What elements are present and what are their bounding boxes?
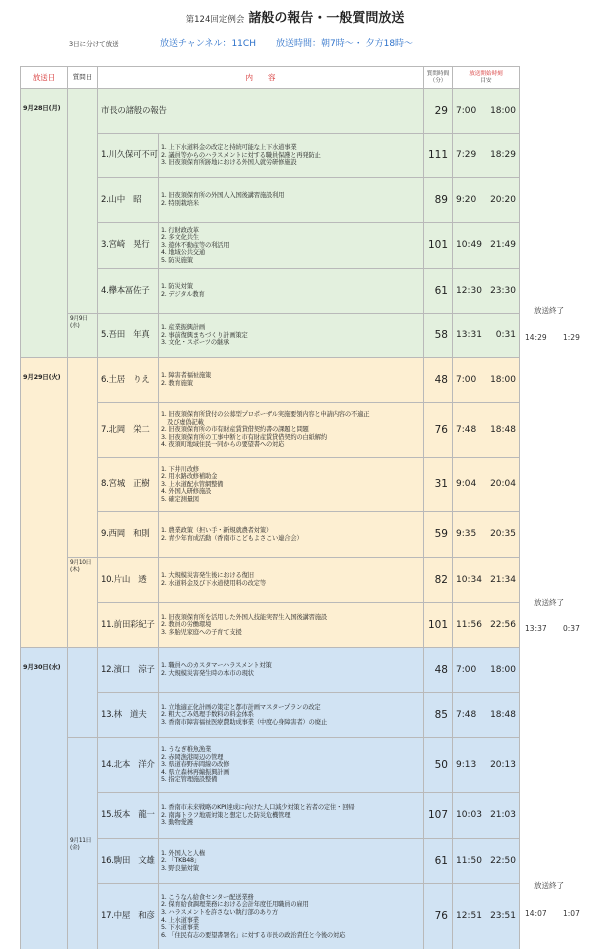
start-times [453, 458, 520, 512]
topic: 5. 下水道事業 [161, 924, 199, 932]
duration: 29 [424, 89, 453, 134]
header-start [453, 67, 520, 89]
start-pm: 20:04 [490, 479, 516, 490]
start-pm: 18:00 [490, 374, 516, 385]
topic: 4. 地域公共交通 [161, 249, 205, 257]
start-times [453, 793, 520, 839]
topic: 1. うなぎ稚魚漁業 [161, 746, 212, 754]
topic: 3. 文化・スポーツの継承 [161, 339, 230, 347]
table-row [21, 558, 520, 603]
topic: 1. 立地適正化計画の策定と都市計画マスタープランの改定 [161, 703, 321, 711]
start-am: 10:49 [456, 240, 482, 251]
broadcast-end-am: 13:37 [525, 624, 547, 633]
time-info: 放送時間：朝7時～・ 夕方18時～ [276, 39, 414, 49]
start-times [453, 738, 520, 793]
member-name: 4.欅本冨佐子 [98, 269, 159, 314]
question-topics [159, 558, 424, 603]
start-am: 11:50 [456, 855, 482, 866]
question-topics [159, 458, 424, 512]
start-pm: 20:20 [490, 194, 516, 205]
broadcast-info [0, 36, 590, 50]
start-times [453, 403, 520, 458]
duration: 50 [424, 738, 453, 793]
member-name: 16.駒田 文雄 [98, 839, 159, 884]
document-title [0, 7, 590, 26]
duration: 58 [424, 314, 453, 358]
table-row [21, 314, 520, 358]
duration: 48 [424, 358, 453, 403]
topic: 3. 旧夜須保育所跡地における外国人就労研修施設 [161, 159, 297, 167]
topic: 2. 多文化共生 [161, 234, 199, 242]
start-pm: 18:29 [490, 150, 516, 161]
topic: 1. 上下水道料金の改定と持続可能な上下水道事業 [161, 144, 297, 152]
start-am: 7:29 [456, 150, 477, 161]
topic: 2. 「TKB48」 [161, 857, 200, 865]
start-times [453, 314, 520, 358]
topic: 1. 行財政改革 [161, 226, 199, 234]
topic: 3. 上水道配水管網整備 [161, 480, 224, 488]
member-name: 9.西岡 和則 [98, 512, 159, 558]
duration: 76 [424, 403, 453, 458]
duration: 89 [424, 178, 453, 223]
start-am: 11:56 [456, 619, 482, 630]
start-am: 12:30 [456, 285, 482, 296]
topic: 4. 上水道事業 [161, 916, 199, 924]
topic: 3. 旧夜須保育所の工事中断と市有財産賃貸借契約の白紙解約 [161, 433, 327, 441]
question-date: 9月11日(金) [68, 738, 98, 949]
topic: 2. 教育施策 [161, 380, 193, 387]
topic: 2. 大規模災害発生時の本市の現状 [161, 670, 254, 677]
topic: 3. 野良猫対策 [161, 864, 199, 872]
topic: 1. 旧夜須保育所貸付の公募型プロポーザル実施要領内容と申請内容の不適正 [161, 411, 370, 419]
start-pm: 20:35 [490, 529, 516, 540]
duration: 111 [424, 134, 453, 178]
broadcast-end-pm: 1:07 [563, 909, 580, 918]
topic: 3. 県道春野赤岡線の改修 [161, 761, 230, 769]
header-date: 放送日 [21, 67, 68, 89]
broadcast-date: 9月29日(火) [21, 358, 68, 648]
question-topics [159, 358, 424, 403]
report-title: 市長の諸般の報告 [98, 89, 424, 134]
duration: 61 [424, 839, 453, 884]
topic: 1. 障害者福祉施策 [161, 372, 212, 380]
topic: 1. 旧夜須保育所を活用した外国人技能実習生入国後講習施設 [161, 613, 327, 621]
topic: 4. 外国人研修施設 [161, 488, 212, 496]
member-name: 14.北本 洋介 [98, 738, 159, 793]
duration: 48 [424, 648, 453, 693]
question-date [68, 358, 98, 558]
start-am: 9:13 [456, 759, 477, 770]
start-times [453, 358, 520, 403]
question-topics [159, 223, 424, 269]
start-times [453, 89, 520, 134]
member-name: 6.土居 りえ [98, 358, 159, 403]
topic: 1. 防災対策 [161, 283, 193, 291]
broadcast-end-label: 放送終了 [534, 598, 564, 607]
start-am: 7:00 [456, 105, 477, 116]
topic: 1. 農業政策（担い手・新規就農者対策） [161, 526, 273, 534]
start-am: 7:48 [456, 424, 477, 435]
start-pm: 18:48 [490, 424, 516, 435]
schedule-table [20, 66, 520, 949]
start-times [453, 223, 520, 269]
start-times [453, 648, 520, 693]
start-am: 9:20 [456, 194, 477, 205]
topic: 1. 産業振興計画 [161, 324, 205, 332]
topic: 6. 「住民有志の要望書署名」に対する市長の政治責任と今後の対応 [161, 931, 346, 939]
topic: 3. 香南市障害福祉医療費助成事業（中度心身障害者）の廃止 [161, 718, 327, 726]
question-topics [159, 134, 424, 178]
table-row [21, 648, 520, 693]
start-pm: 21:34 [490, 574, 516, 585]
broadcast-end-am: 14:07 [525, 909, 547, 918]
topic: 2. 用水路改修補助金 [161, 473, 218, 481]
topic: 1. 職員へのカスタマーハラスメント対策 [161, 662, 272, 670]
start-am: 10:34 [456, 574, 482, 585]
topic: 4. 県立森林再編振興計画 [161, 768, 230, 776]
header-duration: 質問時間（分） [424, 67, 453, 89]
duration: 107 [424, 793, 453, 839]
topic: 3. ハラスメントを許さない執行部のあり方 [161, 908, 278, 916]
topic: 1. 旧夜須保育所の外国人入国後講習施設利用 [161, 192, 285, 200]
question-topics [159, 314, 424, 358]
topic: 2. 南海トラフ地震対策と想定した防災危機管理 [161, 811, 291, 819]
start-times [453, 603, 520, 648]
topic: 2. 特別栽培米 [161, 200, 199, 207]
header-content: 内 容 [98, 67, 424, 89]
topic: 4. 夜須町地域住民一同からの要望書への対応 [161, 441, 285, 449]
page-title: 諸般の報告・一般質問放送 [248, 11, 405, 26]
start-times [453, 558, 520, 603]
topic: 2. 粗大ごみ処理手数料の料金体系 [161, 711, 254, 719]
header-qdate: 質問日 [68, 67, 98, 89]
member-name: 17.中屋 和彦 [98, 884, 159, 949]
question-topics [159, 648, 424, 693]
start-pm: 22:56 [490, 619, 516, 630]
table-header-row [21, 67, 520, 89]
question-date: 9月10日(木) [68, 558, 98, 648]
start-pm: 18:00 [490, 664, 516, 675]
topic: 及び虚偽記載 [161, 418, 204, 426]
topic: 2. 教員の労働環境 [161, 621, 212, 629]
start-am: 7:48 [456, 709, 477, 720]
question-topics [159, 738, 424, 793]
duration: 61 [424, 269, 453, 314]
start-am: 10:03 [456, 810, 482, 821]
start-times [453, 178, 520, 223]
question-topics [159, 178, 424, 223]
member-name: 7.北岡 栄二 [98, 403, 159, 458]
duration: 31 [424, 458, 453, 512]
member-name: 12.濱口 涼子 [98, 648, 159, 693]
topic: 1. 下井川改修 [161, 465, 199, 473]
member-name: 1.川久保可不可 [98, 134, 159, 178]
split-note: 3日に分けて放送 [69, 40, 119, 48]
question-topics [159, 403, 424, 458]
start-times [453, 839, 520, 884]
start-pm: 0:31 [495, 330, 516, 341]
topic: 3. 遊休不動産等の利活用 [161, 241, 230, 249]
start-am: 13:31 [456, 330, 482, 341]
session-label: 第124回定例会 [185, 15, 245, 25]
start-times [453, 134, 520, 178]
start-pm: 22:50 [490, 855, 516, 866]
topic: 2. 青少年育成活動（香南市こどもよさこい連合会） [161, 534, 303, 542]
question-date: 9月9日(水) [68, 314, 98, 358]
duration: 76 [424, 884, 453, 949]
duration: 82 [424, 558, 453, 603]
start-pm: 21:49 [490, 240, 516, 251]
broadcast-end-pm: 1:29 [563, 333, 580, 342]
member-name: 8.宮城 正樹 [98, 458, 159, 512]
member-name: 11.前田彩紀子 [98, 603, 159, 648]
start-pm: 23:51 [490, 911, 516, 922]
start-am: 9:35 [456, 529, 477, 540]
topic: 3. 動物愛護 [161, 819, 193, 827]
question-topics [159, 839, 424, 884]
start-pm: 18:00 [490, 105, 516, 116]
broadcast-end-am: 14:29 [525, 333, 547, 342]
broadcast-end-pm: 0:37 [563, 624, 580, 633]
start-pm: 23:30 [490, 285, 516, 296]
topic: 5. 指定管理施設整備 [161, 776, 218, 784]
topic: 1. 外国人と人権 [161, 849, 205, 857]
topic: 1. こうなん給食センター配送業務 [161, 893, 254, 901]
duration: 59 [424, 512, 453, 558]
topic: 1. 香南市未来戦略のKPI達成に向けた人口減少対策と若者の定住・回帰 [161, 804, 355, 812]
topic: 5. 確定測量図 [161, 495, 199, 503]
start-pm: 21:03 [490, 810, 516, 821]
question-topics [159, 693, 424, 738]
broadcast-end-label: 放送終了 [534, 881, 564, 890]
header-start-line1: 放送開始時刻 [469, 71, 503, 78]
broadcast-date: 9月28日(月) [21, 89, 68, 358]
member-name: 2.山中 昭 [98, 178, 159, 223]
duration: 101 [424, 223, 453, 269]
topic: 2. 水道料金及び下水道使用料の改定等 [161, 580, 266, 587]
header-start-line2: 目安 [480, 77, 492, 84]
question-topics [159, 512, 424, 558]
topic: 2. 保育給食調理業務における会計年度任用職員の雇用 [161, 901, 309, 909]
broadcast-date: 9月30日(水) [21, 648, 68, 949]
start-pm: 20:13 [490, 759, 516, 770]
start-times [453, 269, 520, 314]
start-am: 7:00 [456, 664, 477, 675]
topic: 2. 旧夜須保育所の市有財産賃貸借契約書の課題と問題 [161, 426, 309, 434]
question-topics [159, 603, 424, 648]
start-times [453, 884, 520, 949]
question-topics [159, 793, 424, 839]
question-date [68, 89, 98, 314]
question-topics [159, 269, 424, 314]
start-am: 7:00 [456, 374, 477, 385]
question-topics [159, 884, 424, 949]
topic: 1. 大規模災害発生後における復旧 [161, 572, 254, 580]
topic: 3. 多胎児家庭への子育て支援 [161, 628, 242, 636]
topic: 2. デジタル教育 [161, 291, 205, 298]
question-date [68, 648, 98, 738]
start-am: 9:04 [456, 479, 477, 490]
topic: 2. 赤岡漁港周辺の管理 [161, 753, 224, 761]
member-name: 10.片山 透 [98, 558, 159, 603]
start-am: 12:51 [456, 911, 482, 922]
start-times [453, 512, 520, 558]
table-row [21, 738, 520, 793]
member-name: 15.坂本 龍一 [98, 793, 159, 839]
channel-info: 放送チャンネル：11CH [160, 39, 256, 49]
duration: 85 [424, 693, 453, 738]
topic: 2. 事前復興まちづくり計画策定 [161, 331, 248, 339]
member-name: 3.宮崎 晃行 [98, 223, 159, 269]
duration: 101 [424, 603, 453, 648]
topic: 5. 防災施策 [161, 256, 193, 264]
broadcast-end-label: 放送終了 [534, 306, 564, 315]
start-pm: 18:48 [490, 709, 516, 720]
topic: 2. 議員等からのハラスメントに対する職員保護と再発防止 [161, 151, 321, 159]
member-name: 13.林 道夫 [98, 693, 159, 738]
start-times [453, 693, 520, 738]
table-row [21, 89, 520, 134]
table-row [21, 358, 520, 403]
member-name: 5.吾田 年真 [98, 314, 159, 358]
